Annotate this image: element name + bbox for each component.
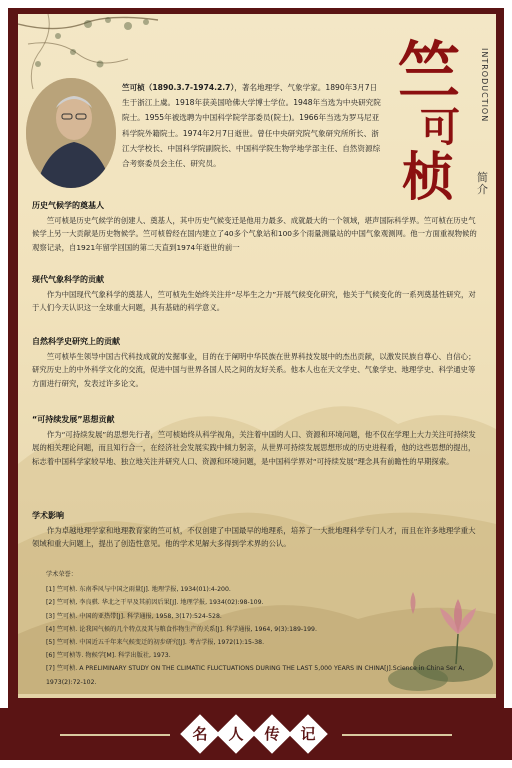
footer-char: 记 (300, 725, 316, 743)
section-body: 作为卓越地理学家和地理教育家的竺可桢，不仅创建了中国最早的地理系，培养了一大批地理科学专门人才，而且在许多地理学重大领域和重大问题上，提出了创造性意见。他的学术见解大多得到学术界的公认。 (32, 526, 476, 549)
section-title: “可持续发展”思想贡献 (32, 415, 115, 424)
section-academic-influence (32, 510, 482, 551)
section-title: 学术影响 (32, 511, 64, 520)
portrait-photo (26, 78, 116, 188)
intro-name-line: 竺可桢（1890.3.7-1974.2.7） (122, 83, 235, 92)
intro-paragraph (122, 80, 384, 171)
footer-divider-left (60, 734, 170, 736)
reference-item: [1] 竺可桢. 东南季风与中国之雨量[J]. 地理学报, 1934(01):4-200. (46, 586, 231, 594)
reference-item: [5] 竺可桢. 中国近五千年来气候变迁的初步研究[J]. 考古学报, 1972(1):15-38. (46, 639, 265, 647)
section-title: 历史气候学的奠基人 (32, 201, 104, 210)
reference-item: [4] 竺可桢. 论我国气候的几个特点及其与粮食作物生产的关系[J]. 科学通报, 1964, 9(3):189-199. (46, 625, 317, 633)
section-body: 竺可桢毕生领导中国古代科技成就的发掘事业，目的在于阐明中华民族在世界科技发展中的杰出贡献，以激发民族自尊心、自信心；研究历史上的中外科学文化的交流，促进中国与世界各国人民之间的友好关系。他本人也在天文学史、气象学史、地理学史、科学通史等方面进行研究，发表过许多论文。 (32, 352, 476, 388)
reference-item: [7] 竺可桢. A PRELIMINARY STUDY ON THE CLIMATIC FLUCTUATIONS DURING THE LAST 5,000 YEARS IN CHINA[J].Science in China Ser A, 1973(2):72-102. (46, 665, 465, 686)
title-char-2: 可 (420, 104, 460, 151)
side-label-chinese: 简介 (477, 171, 488, 196)
section-body: 竺可桢是历史气候学的创建人、奠基人，其中历史气候变迁是他用力最多、成就最大的一个领域，堪声国际科学界。竺可桢在历史气候学上另一大贡献是历史物候学。竺可桢曾经在国内建立了40多个气象站和100多个雨量测量站的中国气象观测网。他一方面重视物候的观察记录，自1921年留学回国的第二天直到1974年逝世的前一 (32, 216, 477, 252)
section-title: 自然科学史研究上的贡献 (32, 337, 120, 346)
section-body: 作为中国现代气象科学的奠基人，竺可桢先生始终关注并“尽毕生之力”开展气候变化研究，他关于气候变化的一系列奠基性研究，对于人们今天认识这一全球重大问题，具有基础的科学意义。 (32, 290, 476, 313)
title-char-3: 桢 (402, 147, 455, 208)
footer-char: 人 (228, 725, 244, 743)
footer-divider-right (342, 734, 452, 736)
footer-char: 传 (264, 725, 280, 743)
title-char-1: 竺 (398, 34, 461, 107)
section-body: 作为“可持续发展”的思想先行者，竺可桢始终从科学视角，关注着中国的人口、资源和环境问题，他不仅在学理上大力关注可持续发展的相关理论问题，而且知行合一，在经济社会发展实践中倾力躬亲，从世界可持续发展思想形成的历史进程看，他的这些思想的提出，标志着中国科学家较早地、独立地关注并研究人口、资源和环境问题，是中国科学界对“可持续发展”理念具有前瞻性的早期探索。 (32, 430, 476, 466)
side-label-english: INTRODUCTION (480, 48, 489, 123)
section-modern-meteorology (32, 274, 482, 315)
footer-char: 名 (192, 725, 208, 743)
intro-body: ，著名地理学、气象学家。1890年3月7日生于浙江上虞。1918年获美国哈佛大学博士学位。1948年当选为中央研究院院士。1955年被选聘为中国科学院学部委员(院士)。1966年当选为罗马尼亚科学院外籍院士。1974年2月7日逝世。曾任中央研究院气象研究所所长、浙江大学校长、中国科学院副院长、中国科学院生物学地学部主任、自然资源综合考察委员会主任、研究员。 (122, 83, 381, 169)
section-history-climate (32, 200, 482, 254)
section-science-history (32, 336, 482, 390)
reference-item: [2] 竺可桢, 李良骐. 华北之干旱及其前因后果[J]. 地理学报, 1934(02):98-109. (46, 599, 264, 607)
section-sustainable-development (32, 414, 482, 468)
section-title: 现代气象科学的贡献 (32, 275, 104, 284)
references-list (46, 568, 466, 689)
references-heading: 学术荣誉： (46, 571, 77, 578)
reference-item: [6] 竺可桢等. 物候学[M]. 科学出版社, 1973. (46, 652, 171, 660)
reference-item: [3] 竺可桢. 中国的亚热带[J]. 科学通报, 1958, 3(17):524-528. (46, 612, 222, 620)
